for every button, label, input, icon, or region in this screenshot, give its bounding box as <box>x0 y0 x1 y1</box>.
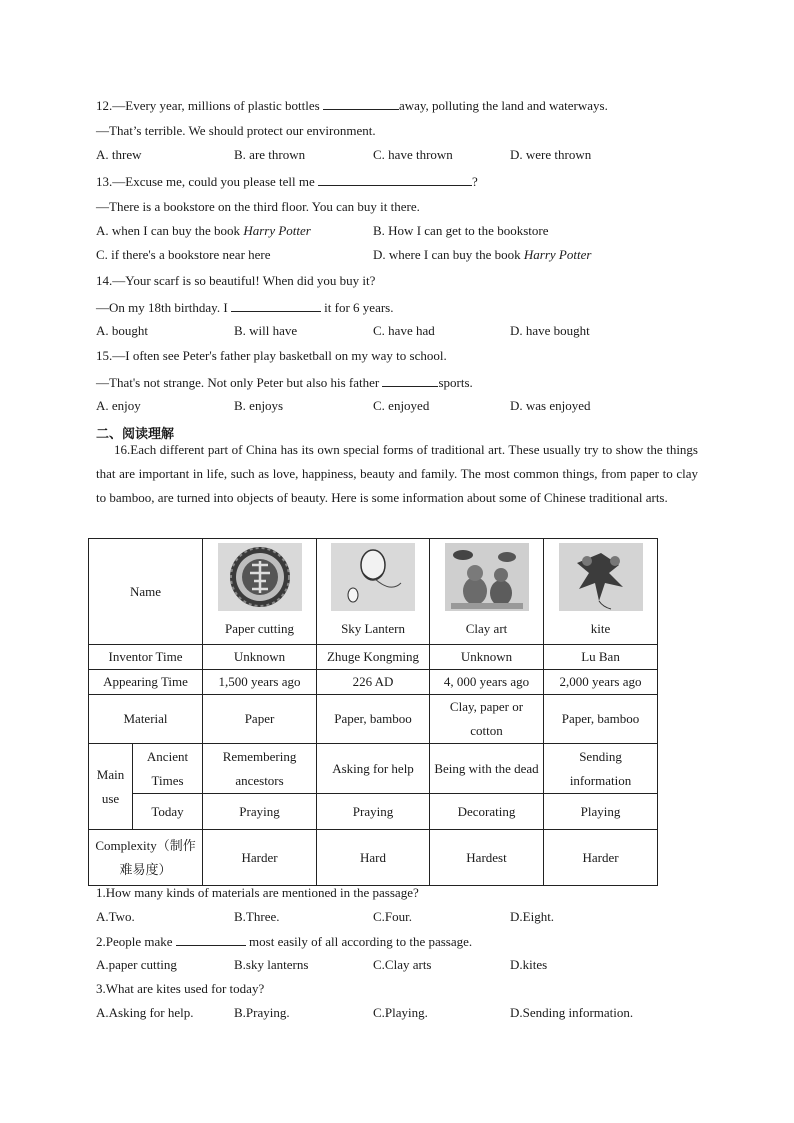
reply-14: —On my 18th birthday. I it for 6 years. <box>96 300 394 315</box>
option-b[interactable]: B.Three. <box>234 909 280 924</box>
art-clay-art: Clay art <box>430 539 544 645</box>
option-a[interactable]: A. when I can buy the book Harry Potter <box>96 223 311 238</box>
option-c[interactable]: C. enjoyed <box>373 398 430 413</box>
option-c[interactable]: C. have thrown <box>373 147 453 162</box>
table-row: Main use Ancient Times Remembering ancestors Asking for help Being with the dead Sending information <box>89 744 658 794</box>
reading-question-2: 2.People make most easily of all according to the passage. <box>96 934 473 949</box>
option-b[interactable]: B. will have <box>234 323 298 338</box>
option-b[interactable]: B. How I can get to the bookstore <box>373 223 549 238</box>
option-d[interactable]: D.Eight. <box>510 909 555 924</box>
option-a[interactable]: A.paper cutting <box>96 957 177 972</box>
option-a[interactable]: A. bought <box>96 323 148 338</box>
table-row: Appearing Time 1,500 years ago 226 AD 4, 000 years ago 2,000 years ago <box>89 670 658 695</box>
reading-question-1: 1.How many kinds of materials are mentioned in the passage? <box>96 885 419 900</box>
reply-15: —That's not strange. Not only Peter but also his father sports. <box>96 375 473 390</box>
option-b[interactable]: B.sky lanterns <box>234 957 309 972</box>
kite-image <box>559 543 643 611</box>
option-d[interactable]: D.kites <box>510 957 548 972</box>
question-15: 15.—I often see Peter's father play basketball on my way to school. <box>96 348 447 363</box>
table-row: Today Praying Praying Decorating Playing <box>89 794 658 830</box>
table-row: Inventor Time Unknown Zhuge Kongming Unknown Lu Ban <box>89 645 658 670</box>
option-d[interactable]: D. was enjoyed <box>510 398 591 413</box>
section-title: 二、阅读理解 <box>96 427 175 442</box>
answer-blank[interactable] <box>176 933 246 946</box>
name-header: Name <box>89 539 203 645</box>
option-b[interactable]: B. are thrown <box>234 147 306 162</box>
main-use-label: Main use <box>89 744 133 830</box>
art-kite: kite <box>544 539 658 645</box>
option-d[interactable]: D. were thrown <box>510 147 592 162</box>
art-sky-lantern: Sky Lantern <box>317 539 430 645</box>
option-b[interactable]: B.Praying. <box>234 1005 290 1020</box>
reading-question-3: 3.What are kites used for today? <box>96 981 265 996</box>
answer-blank[interactable] <box>318 173 472 186</box>
reply-13: —There is a bookstore on the third floor. You can buy it there. <box>96 199 420 214</box>
option-a[interactable]: A.Asking for help. <box>96 1005 194 1020</box>
reply-12: —That’s terrible. We should protect our environment. <box>96 123 376 138</box>
option-c[interactable]: C.Clay arts <box>373 957 432 972</box>
option-a[interactable]: A.Two. <box>96 909 135 924</box>
option-d[interactable]: D.Sending information. <box>510 1005 634 1020</box>
option-a[interactable]: A. threw <box>96 147 142 162</box>
option-b[interactable]: B. enjoys <box>234 398 284 413</box>
question-12: 12.—Every year, millions of plastic bottles away, polluting the land and waterways. <box>96 98 608 113</box>
option-d[interactable]: D. have bought <box>510 323 590 338</box>
table-row: Complexity（制作难易度） Harder Hard Hardest Harder <box>89 830 658 886</box>
option-c[interactable]: C.Four. <box>373 909 413 924</box>
paper-cutting-image <box>218 543 302 611</box>
option-c[interactable]: C.Playing. <box>373 1005 428 1020</box>
option-c[interactable]: C. if there's a bookstore near here <box>96 247 271 262</box>
sky-lantern-image <box>331 543 415 611</box>
table-row <box>89 539 658 645</box>
option-d[interactable]: D. where I can buy the book Harry Potter <box>373 247 592 262</box>
answer-blank[interactable] <box>231 299 321 312</box>
answer-blank[interactable] <box>382 374 438 387</box>
question-14: 14.—Your scarf is so beautiful! When did you buy it? <box>96 273 376 288</box>
option-a[interactable]: A. enjoy <box>96 398 141 413</box>
answer-blank[interactable] <box>323 97 399 110</box>
art-paper-cutting: Paper cutting <box>203 539 317 645</box>
option-c[interactable]: C. have had <box>373 323 435 338</box>
table-row: Material Paper Paper, bamboo Clay, paper or cotton Paper, bamboo <box>89 695 658 744</box>
clay-art-image <box>445 543 529 611</box>
reading-passage: 16.Each different part of China has its own special forms of traditional art. These usually try to show the things that are important in life, such as love, happiness, beauty and family. The most common things, from paper to clay to bamboo, are turned into objects of beauty. Here is some information about some of Chinese traditional arts. <box>96 442 698 505</box>
arts-table <box>88 538 658 886</box>
question-13: 13.—Excuse me, could you please tell me ? <box>96 174 478 189</box>
